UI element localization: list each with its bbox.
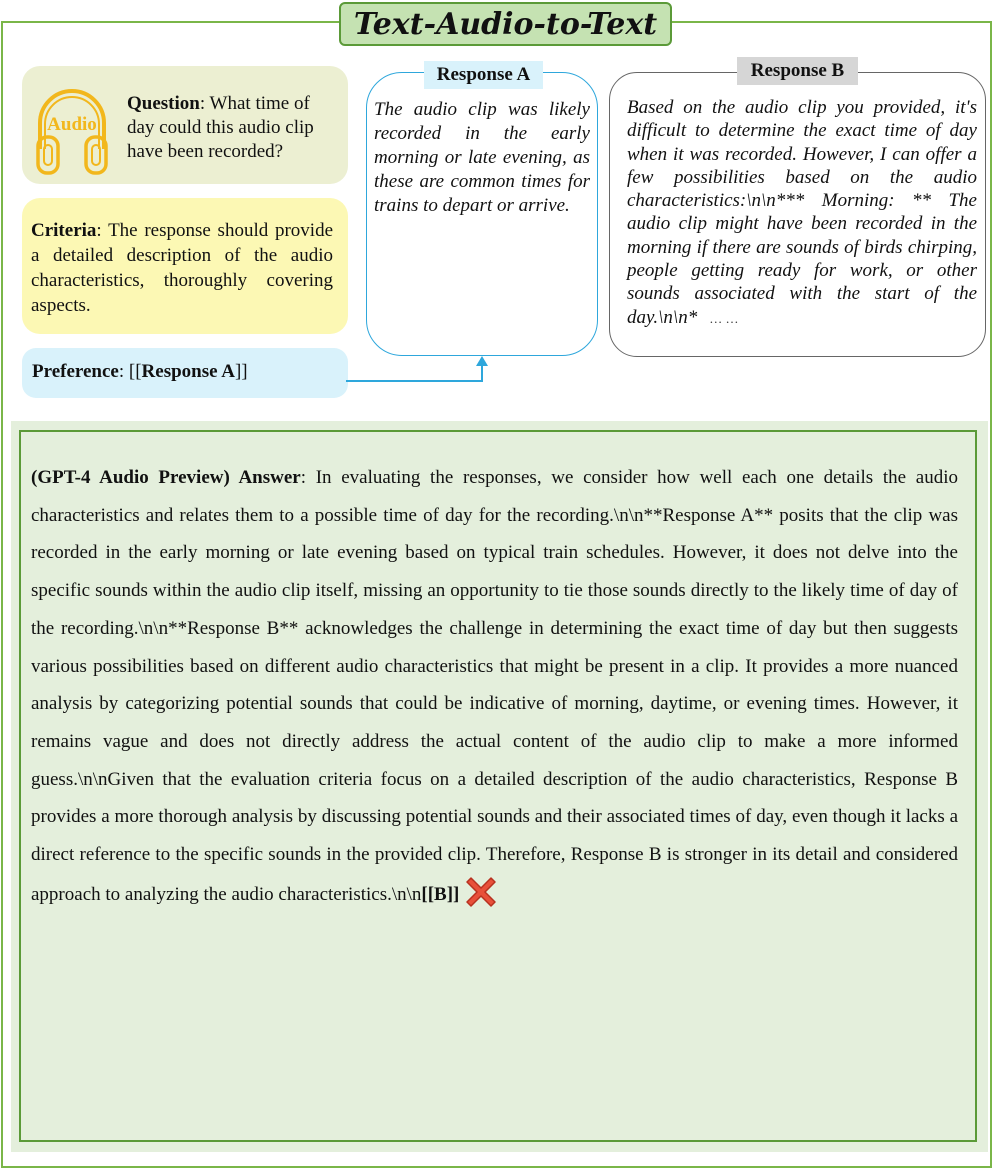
preference-end: ]] — [234, 361, 248, 382]
answer-body: : In evaluating the responses, we consider how well each one details the audio characteristics and relates them to a possible time of day for the recording.\n\n**Response A** posits that the clip was recorded in the early morning or late evening based on typical train schedules. However, it does not delve into the specific sounds within the audio clip itself, missing an opportunity to tie those sounds directly to the likely time of day of the recording.\n\n**Response B** acknowledges the challenge in determining the exact time of day but then suggests various possibilities based on different audio characteristics that might be present in a clip. It provides a more nuanced analysis by categorizing potential sounds that could be indicative of morning, daytime, or evening times. However, it remains vague and does not directly address the actual content of the audio clip to make a more informed guess.\n\nGiven that the evaluation criteria focus on a detailed description of the audio characteristics, Response B provides a more thorough analysis by discussing potential sounds and their associated times of day, even though it lacks a direct reference to the specific sounds in the provided clip. Therefore, Response B is stronger in its detail and considered approach to analyzing the audio characteristics.\n\n — [31, 467, 958, 905]
response-b-text — [627, 96, 977, 330]
response-b-body: Based on the audio clip you provided, it's difficult to determine the exact time of day when it was recorded. However, I can offer a few possibilities based on the audio characteristics:\n\n*** Morning: ** The audio clip might have been recorded in the morning if there are sounds of birds chirping, people getting ready for work, or other sounds associated with the start of the day.\n\n* — [627, 97, 977, 328]
criteria-body: : The response should provide a detailed description of the audio characteristics, thoroughly covering aspects. — [31, 220, 333, 316]
question-body: : What time of day could this audio clip have been recorded? — [127, 93, 314, 162]
answer-label: (GPT-4 Audio Preview) Answer — [31, 467, 301, 488]
audio-icon-label: Audio — [47, 114, 97, 135]
red-cross-icon — [463, 874, 499, 910]
preference-sep: : [[ — [118, 361, 142, 382]
preference-label: Preference — [32, 361, 119, 382]
answer-text — [31, 459, 958, 913]
response-b-ellipsis: … … — [709, 310, 739, 326]
response-a-text: The audio clip was likely recorded in the early morning or late evening, as these are common times for trains to depart or arrive. — [374, 99, 590, 216]
title-text: Text-Audio-to-Text — [353, 6, 658, 42]
question-label: Question — [127, 93, 200, 114]
answer-verdict: [[B]] — [421, 883, 460, 905]
criteria-label: Criteria — [31, 220, 97, 241]
response-a-label: Response A — [424, 61, 543, 89]
response-b-label: Response B — [737, 57, 858, 85]
preference-value: Response A — [141, 361, 235, 382]
